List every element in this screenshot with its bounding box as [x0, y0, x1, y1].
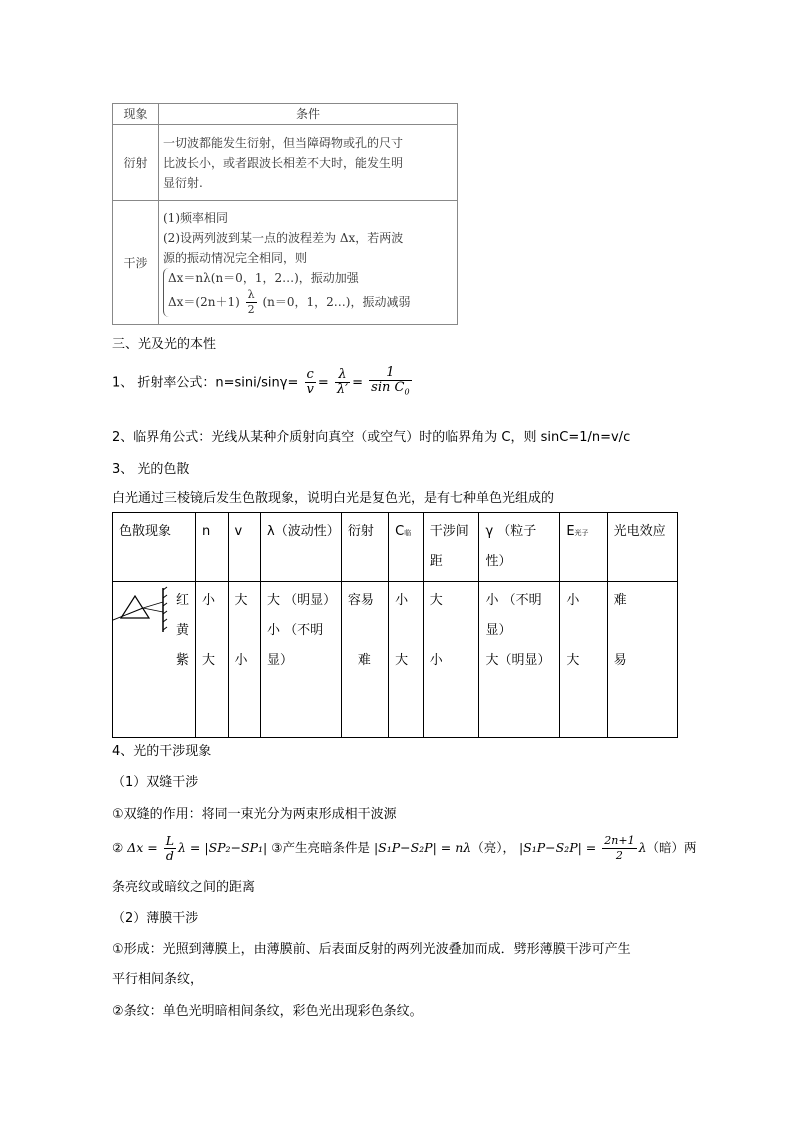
col-photoelectric: 光电效应: [607, 513, 677, 582]
prism-icon: [113, 582, 173, 646]
col-v: v: [228, 513, 261, 582]
col-lambda: λ（波动性）: [261, 513, 342, 582]
critical-angle: 2、临界角公式：光线从某种介质射向真空（或空气）时的临界角为 C，则 sinC=1/n=v/c: [112, 430, 631, 445]
wave-conditions-table: [112, 103, 458, 325]
section4-title: 4、光的干涉现象: [112, 744, 212, 759]
col-c: C临: [389, 513, 424, 582]
dispersion-title: 3、 光的色散: [112, 462, 190, 477]
double-slit-role: ①双缝的作用：将同一束光分为两束形成相干波源: [112, 807, 397, 822]
diffraction-condition: 一切波都能发生衍射，但当障碍物或孔的尺寸 比波长小，或者跟波长相差不大时，能发生明 显衍射.: [159, 125, 458, 201]
dispersion-table: [112, 512, 678, 738]
interference-condition: (1)频率相同 (2)设两列波到某一点的波程差为 Δx，若两波 源的振动情况完全相同，则 Δx＝nλ(n＝0，1，2…)，振动加强 Δx＝(2n＋1) $\frac{\lambda}{2}$ (n＝0，1，2…)，振动减弱: [159, 201, 458, 325]
prism-cell: [113, 582, 196, 738]
double-slit-title: （1）双缝干涉: [112, 775, 199, 790]
fringe-formula: ② Δx = $\frac{L}{d}$ λ = |SP₂−SP₁| ③产生亮暗条件是 |S₁P−S₂P| = nλ（亮）， |S₁P−S₂P| = $\frac{2n+1}{2}$ λ（暗）两: [112, 833, 697, 863]
c-values: 小 大: [389, 582, 424, 738]
header-phenomenon: 现象: [113, 104, 159, 125]
color-yellow: 黄: [175, 623, 189, 638]
e-values: 小 大: [560, 582, 607, 738]
condition-brace: Δx＝nλ(n＝0，1，2…)，振动加强 Δx＝(2n＋1) $\frac{\lambda}{2}$ (n＝0，1，2…)，振动减弱: [163, 268, 410, 317]
col-spacing: 干涉间距: [423, 513, 479, 582]
gamma-values: 小 （不明显） 大（明显）: [479, 582, 560, 738]
color-red: 红: [175, 593, 189, 608]
lambda-values: 大 （明显） 小 （不明显）: [261, 582, 342, 738]
header-condition: 条件: [159, 104, 458, 125]
col-gamma: γ （粒子性）: [479, 513, 560, 582]
refraction-formula: 1、 折射率公式：n=sini/sinγ= $\frac{c}{v}$ = $\frac{\lambda}{\lambda'}$ = $\frac{1}{\sin C_0}$: [112, 365, 410, 398]
interference-name: 干涉: [113, 201, 159, 325]
thin-film-formation: ①形成：光照到薄膜上，由薄膜前、后表面反射的两列光波叠加而成．劈形薄膜干涉可产生: [112, 942, 631, 957]
section3-title: 三、光及光的本性: [112, 337, 217, 352]
color-violet: 紫: [175, 653, 189, 668]
col-n: n: [195, 513, 228, 582]
thin-film-fringes: ②条纹：单色光明暗相间条纹，彩色光出现彩色条纹。: [112, 1004, 423, 1019]
thin-film-formation-cont: 平行相间条纹，: [112, 972, 204, 987]
thin-film-title: （2）薄膜干涉: [112, 911, 199, 926]
diffraction-name: 衍射: [113, 125, 159, 201]
col-e: E光子: [560, 513, 607, 582]
photoelectric-values: 难 易: [607, 582, 677, 738]
n-values: 小 大: [195, 582, 228, 738]
col-dispersion: 色散现象: [113, 513, 196, 582]
spacing-values: 大 小: [423, 582, 479, 738]
dispersion-desc: 白光通过三棱镜后发生色散现象，说明白光是复色光，是有七种单色光组成的: [112, 491, 555, 506]
col-diffraction: 衍射: [341, 513, 388, 582]
fringe-formula-cont: 条亮纹或暗纹之间的距离: [112, 880, 256, 895]
v-values: 大 小: [228, 582, 261, 738]
diffraction-values: 容易 难: [341, 582, 388, 738]
